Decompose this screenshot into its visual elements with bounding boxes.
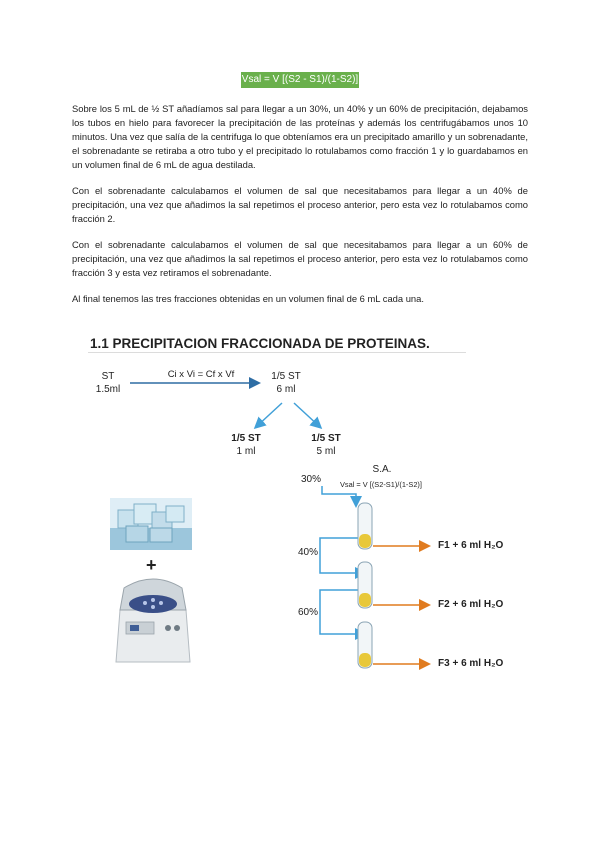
branch-arrow-left <box>256 403 282 427</box>
tube-1-icon <box>358 503 372 549</box>
paragraph-procedure-fraction-3: Con el sobrenadante calculabamos el volumen de sal que necesitabamos para llegar a un 60% de precipitación, una vez que añadimos la sal repetimos el proceso anterior, pero esta vez lo rotulabamos como fracción 3 y esta vez retiramos el sobrenadante. <box>72 239 528 278</box>
branch-right-volume: 5 ml <box>316 446 336 457</box>
tube-2-icon <box>358 562 372 608</box>
fraction-1-label: F1 + 6 ml H₂O <box>438 540 504 551</box>
dilution-volume-text: 6 ml <box>276 384 296 395</box>
branch-left-label: 1/5 ST <box>231 433 261 444</box>
percentage-30: 30% <box>301 474 322 485</box>
paragraph-summary: Al final tenemos las tres fracciones obtenidas en un volumen final de 6 mL cada una. <box>72 293 424 304</box>
salt-volume-formula: Vsal = V [(S2 - S1)/(1-S2)] <box>241 72 359 88</box>
paragraph-procedure-fraction-2: Con el sobrenadante calculabamos el volumen de sal que necesitabamos para llegar a un 40% de precipitación, una vez que añadimos la sal repetimos el proceso anterior, pero esta vez lo rotulabamos como fracción 2. <box>72 185 528 224</box>
centrifuge-icon <box>112 570 194 668</box>
ice-bucket-icon <box>110 498 192 550</box>
plus-sign: + <box>146 555 157 575</box>
flow-arrow-60 <box>320 590 364 634</box>
dilution-label-text: 1/5 ST <box>271 371 301 382</box>
dilution-result <box>262 370 310 396</box>
sa-label: S.A. <box>372 464 392 475</box>
tube-3-icon <box>358 622 372 668</box>
dilution-formula: Ci x Vi = Cf x Vf <box>167 369 235 380</box>
branch-left-volume: 1 ml <box>236 446 256 457</box>
flow-arrow-40 <box>320 538 364 573</box>
branch-right <box>302 432 350 458</box>
fraction-3-label: F3 + 6 ml H₂O <box>438 658 504 669</box>
diagram-title: 1.1 PRECIPITACION FRACCIONADA DE PROTEINAS. <box>90 336 430 351</box>
branch-arrow-right <box>294 403 320 427</box>
percentage-40: 40% <box>298 547 319 558</box>
stock-label <box>88 370 128 396</box>
branch-left <box>222 432 270 458</box>
sa-formula: Vsal = V [(S2-S1)/(1-S2)] <box>340 480 422 489</box>
fraction-2-label: F2 + 6 ml H₂O <box>438 599 504 610</box>
branch-right-label: 1/5 ST <box>311 433 341 444</box>
stock-label-text: ST <box>101 371 115 382</box>
percentage-60: 60% <box>298 607 319 618</box>
paragraph-procedure-fraction-1: Sobre los 5 mL de ½ ST añadíamos sal para llegar a un 30%, un 40% y un 60% de precipitación, dejabamos los tubos en hielo para favorecer la precipitación de las proteínas y además los centrifugábamos unos 10 minutos. Una vez que salía de la centrifuga lo que obteníamos era un precipitado amarillo y un sobrenadante, el sobrenadante se retiraba a otro tubo y el precipitado lo rotulabamos como fracción 1 y lo guardabamos en un volumen final de 6 mL de agua destilada. <box>72 103 528 170</box>
stock-volume-text: 1.5ml <box>95 384 121 395</box>
